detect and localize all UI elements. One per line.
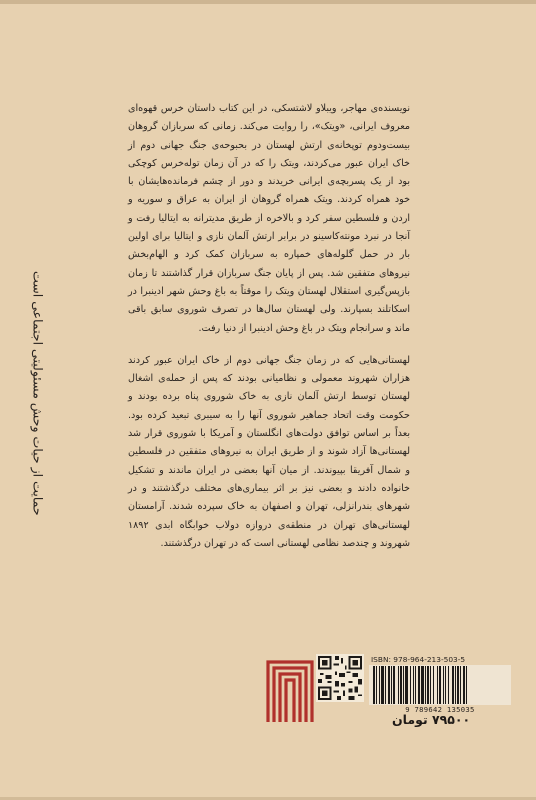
cover-top-edge — [0, 0, 536, 4]
publisher-logo-icon — [262, 656, 318, 726]
price-label: ۷۹۵۰۰ تومان — [392, 712, 471, 727]
blurb-text — [128, 100, 410, 567]
barcode-number: 9 789642 135035 — [405, 705, 475, 714]
blurb-paragraph-1: نویسنده‌ی مهاجر، ویبلاو لاشتسکی، در این کتاب داستان خرس قهوه‌ای معروف ایرانی، «ویتک»، را روایت می‌کند. زمانی که سربازان گروهان بیست‌ودوم توپخانه‌ی ارتش لهستان در بحبوحه‌ی جنگ جهانی دوم از خاک ایران عبور می‌کردند، ویتک را که در آن زمان توله‌خرس کوچکی بود از یک پسربچه‌ی ایرانی خریدند و دور از چشم فرمانده‌هایشان با خود همراه کردند. ویتک همراه گروهان از ایران به عراق و سوریه و اردن و فلسطین سفر کرد و بالاخره از طریق مدیترانه به ایتالیا رفت و آنجا در نبرد مونته‌کاسینو در برابر ارتش آلمان نازی و ایتالیا برای اولین بار در حمل گلوله‌های خمپاره به سربازان کمک کرد و الهام‌بخش نیروهای متفقین شد. پس از پایان جنگ سربازان قرار گذاشتند تا زمان بازپس‌گیری استقلال لهستان ویتک را موقتاً به باغ وحش شهر ادینبرا در اسکاتلند بسپارند. ولی لهستان سال‌ها در تصرف شوروی سابق باقی ماند و سرانجام ویتک در باغ وحش ادینبرا از دنیا رفت. — [128, 103, 410, 334]
blurb-paragraph-2: لهستانی‌هایی که در زمان جنگ جهانی دوم از خاک ایران عبور کردند هزاران شهروند معمولی و نظامیانی بودند که پس از حمله‌ی اشغال لهستان توسط ارتش آلمان نازی به خاک شوروی پناه برده بودند و حکومت وقت اتحاد جماهیر شوروی آنها را به سیبری تبعید کرده بود. بعداً بر اساس توافق دولت‌های انگلستان و آمریکا با شوروی قرار شد لهستانی‌ها آزاد شوند و از طریق ایران به نیروهای متفقین در فلسطین و شمال آفریقا بپیوندند. از میان آنها بعضی در ایران ماندند و تشکیل خانواده دادند و بعضی نیز بر اثر بیماری‌های مختلف درگذشتند و در شهرهای بندرانزلی، تهران و اصفهان به خاک سپرده شدند. آرامستان لهستانی‌های تهران در منطقه‌ی دروازه دولاب خوابگاه ابدی ۱۸۹۲ شهروند و چندصد نظامی لهستانی است که در تهران درگذشتند. — [128, 354, 410, 549]
side-title-text: حمایت از حیات وحش مسئولیتی اجتماعی است — [30, 270, 46, 516]
barcode-icon — [369, 665, 511, 705]
side-title — [18, 270, 58, 516]
qr-code-icon — [316, 654, 364, 702]
isbn-label: ISBN: 978-964-213-503-5 — [371, 655, 466, 664]
